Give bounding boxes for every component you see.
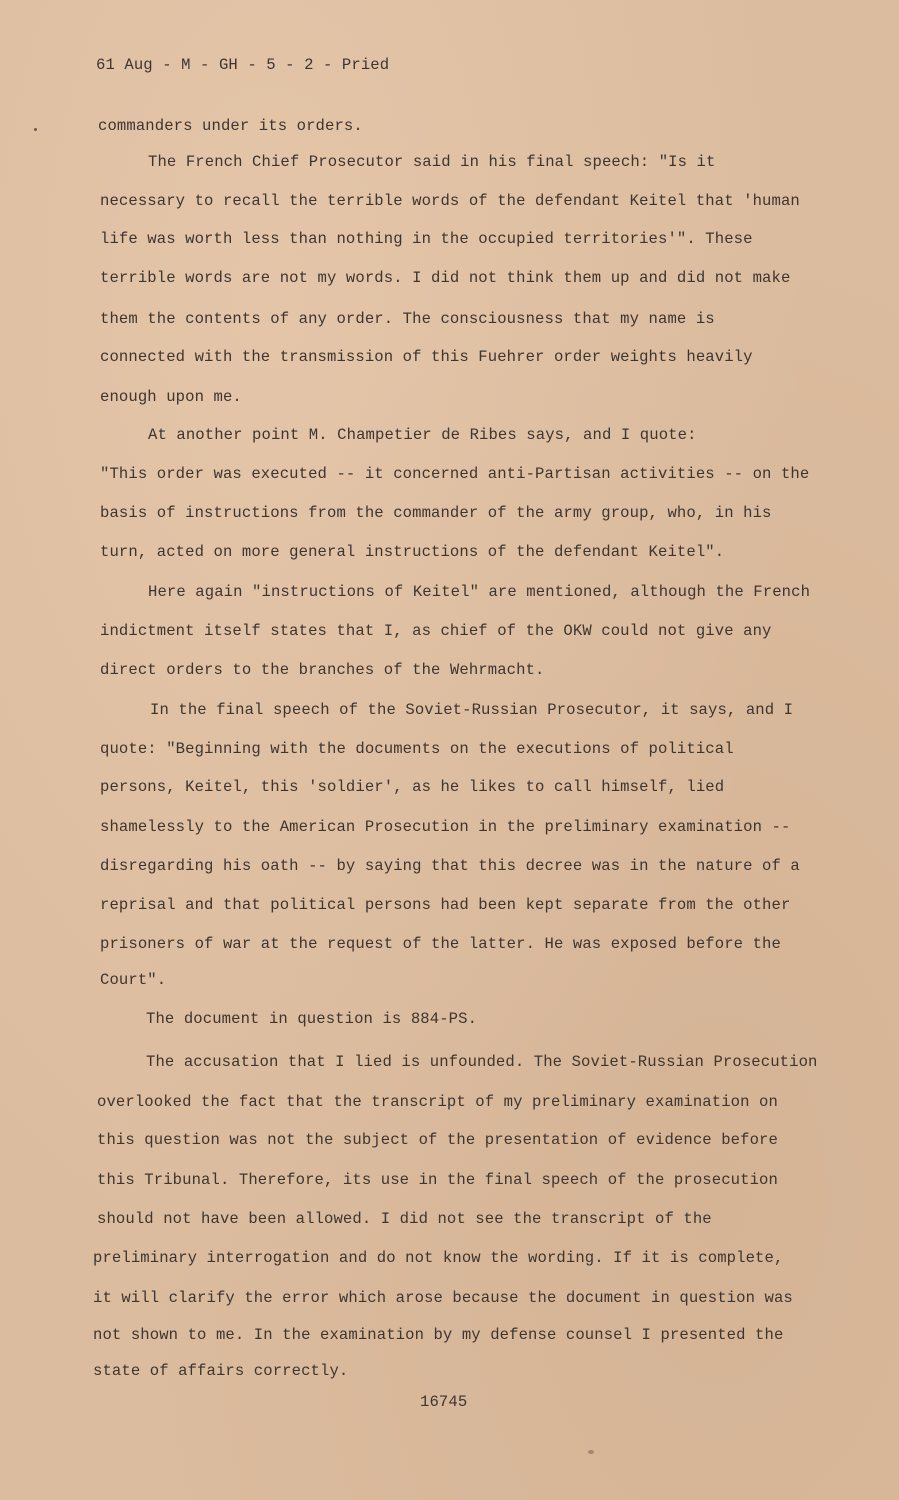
text-line-7: connected with the transmission of this Fuehrer order weights heavily [100,348,753,366]
text-line-4: life was worth less than nothing in the occupied territories'". These [100,230,753,248]
text-line-2: The French Chief Prosecutor said in his final speech: "Is it [148,153,716,171]
page-number: 16745 [420,1393,468,1411]
text-line-1: commanders under its orders. [98,117,363,135]
text-line-19: shamelessly to the American Prosecution in the preliminary examination -- [100,818,791,836]
text-line-23: Court". [100,971,167,989]
text-line-10: "This order was executed -- it concerned anti-Partisan activities -- on the [100,465,810,483]
text-line-22: prisoners of war at the request of the latter. He was exposed before the [100,935,781,953]
paper-speck [588,1450,594,1454]
text-line-17: quote: "Beginning with the documents on the executions of political [100,740,734,758]
text-line-5: terrible words are not my words. I did not think them up and did not make [100,269,791,287]
text-line-11: basis of instructions from the commander of the army group, who, in his [100,504,772,522]
text-line-15: direct orders to the branches of the Wehrmacht. [100,661,545,679]
text-line-13: Here again "instructions of Keitel" are mentioned, although the French [148,583,811,601]
text-line-33: state of affairs correctly. [93,1362,349,1380]
text-line-27: this question was not the subject of the presentation of evidence before [97,1131,778,1149]
text-line-12: turn, acted on more general instructions of the defendant Keitel". [100,543,725,561]
text-line-9: At another point M. Champetier de Ribes says, and I quote: [148,426,697,444]
page-header: 61 Aug - M - GH - 5 - 2 - Pried [96,56,390,74]
text-line-3: necessary to recall the terrible words of the defendant Keitel that 'human [100,192,800,210]
text-line-20: disregarding his oath -- by saying that this decree was in the nature of a [100,857,800,875]
text-line-30: preliminary interrogation and do not know the wording. If it is complete, [93,1249,784,1267]
text-line-25: The accusation that I lied is unfounded. The Soviet-Russian Prosecution [146,1053,818,1071]
paper-speck [34,128,37,131]
text-line-14: indictment itself states that I, as chief of the OKW could not give any [100,622,772,640]
text-line-16: In the final speech of the Soviet-Russian Prosecutor, it says, and I [150,701,794,719]
text-line-21: reprisal and that political persons had been kept separate from the other [100,896,791,914]
text-line-26: overlooked the fact that the transcript of my preliminary examination on [97,1093,778,1111]
text-line-18: persons, Keitel, this 'soldier', as he likes to call himself, lied [100,778,725,796]
text-line-6: them the contents of any order. The consciousness that my name is [100,310,715,328]
text-line-31: it will clarify the error which arose because the document in question was [93,1289,793,1307]
text-line-24: The document in question is 884-PS. [146,1010,478,1028]
text-line-32: not shown to me. In the examination by my defense counsel I presented the [93,1326,784,1344]
text-line-28: this Tribunal. Therefore, its use in the final speech of the prosecution [97,1171,778,1189]
text-line-8: enough upon me. [100,388,242,406]
text-line-29: should not have been allowed. I did not see the transcript of the [97,1210,712,1228]
